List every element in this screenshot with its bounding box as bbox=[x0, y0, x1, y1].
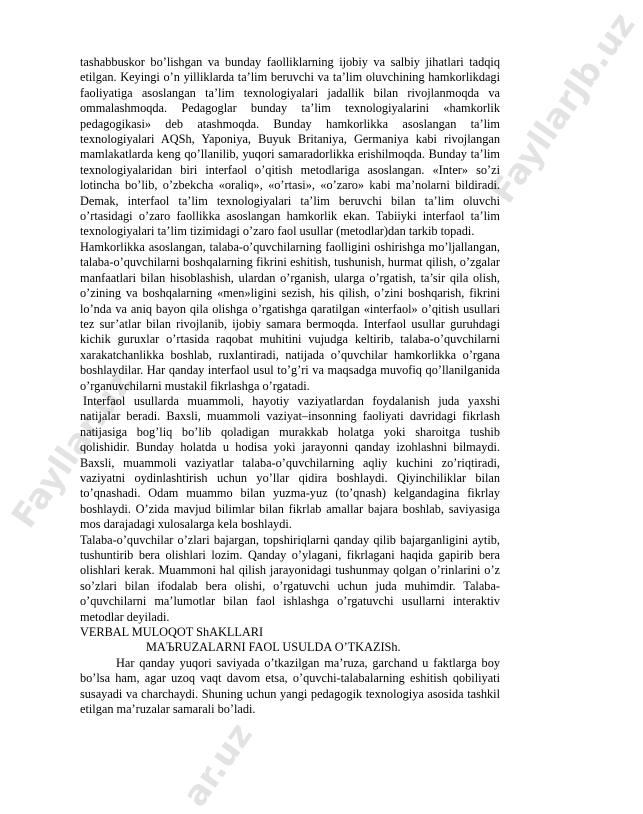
watermark-left: Fayllar.uz bbox=[4, 364, 141, 536]
paragraph-cooperative-learning: Hamkorlikka asoslangan, talaba-o’quvchilarning faolligini oshirishga mo’ljallangan, talaba-o’quvchilarni boshqalarning fikrini eshitish, tushunish, hurmat qilish, o’zgalar manfaatlari bilan hisoblashish, ulardan o’rganish, ularga o’rgatish, ta’sir qila olish, o’zining va boshqalarning «men»ligini sezish, his qilish, o’zini boshqarish, fikrini lo’nda va aniq bayon qila olishga o’rgatishga qaratilgan «interfaol» o’qitish usullari tez sur’atlar bilan rivojlanib, ijobiy samara bermoqda. Interfaol usullar guruhdagi kichik guruxlar o’rtasida raqobat muhitini vujudga keltirib, talaba-o’quvchilarni xarakatchanlikka boshlab, ruxlantiradi, natijada o’quvchilar hamkorlikka o’rgana boshlaydilar. Har qanday interfaol usul to’g’ri va maqsadga muvofiq qo’llanilganida o’rganuvchilarni mustakil fikrlashga o’rgatadi. bbox=[80, 239, 500, 393]
section-subheading: MAЪRUZALARNI FAOL USULDA O’TKAZISh. bbox=[146, 640, 401, 655]
paragraph-interactive-technologies: tashabbuskor bo’lishgan va bunday faolliklarning ijobiy va salbiy jihatlari tadqiq etilgan. Keyingi o’n yilliklarda ta’lim beruvchi va ta’lim oluvchining hamkorlikdagi faoliyatiga asoslangan ta’lim texnologiyalari jadallik bilan rivojlanmoqda va ommalashmoqda. Pedagoglar bunday ta’lim texnologiyalarini «hamkorlik pedagogikasi» deb atashmoqda. Bunday hamkorlikka asoslangan ta’lim texnologiyalari AQSh, Yaponiya, Buyuk Britaniya, Germaniya kabi rivojlangan mamlakatlarda keng qo’llanilib, yuqori samaradorlikka erishilmoqda. Bunday ta’lim texnologiyalaridan biri interfaol o’qitish metodlariga asoslangan. «Inter» so’zi lotincha bo’lib, o’zbekcha «oraliq», «o’rtasi», «o’zaro» kabi ma’nolarni bildiradi. Demak, interfaol ta’lim texnologiyalari ta’lim beruvchi bilan ta’lim oluvchi o’rtasidagi o’zaro faollikka asoslangan hamkorlik ekan. Tabiiyki interfaol ta’lim texnologiyalari ta’lim tizimidagi o’zaro faol usullar (metodlar)dan tarkib topadi. bbox=[80, 55, 500, 239]
paragraph-lectures: Har qanday yuqori saviyada o’tkazilgan ma’ruza, garchand u faktlarga boy bo’lsa ham, agar uzoq vaqt davom etsa, o’quvchi-talabalarning eshitish qobiliyati susayadi va charchaydi. Shuning uchun yangi pedagogik texnologiya asosida tashkil etilgan ma’ruzalar samarali bo’ladi. bbox=[80, 655, 500, 717]
paragraph-problem-situations: Interfaol usullarda muammoli, hayotiy vaziyatlardan foydalanish juda yaxshi natijalar beradi. Baxsli, muammoli vaziyat–insonning faoliyati davridagi fikrlash natijasiga bog’liq bo’lib qoladigan murakkab holatga yoki sharoitga tushib qolishidir. Bunday holatda u hodisa yoki jarayonni qanday izohlashni bilmaydi. Baxsli, muammoli vaziyatlar talaba-o’quvchilarning aqliy kuchini zo’riqtiradi, vaziyatni oydinlashtirish uchun yo’llar qidira boshlaydi. Qiyinchiliklar bilan to’qnashadi. Odam muammo bilan yuzma-yuz (to’qnash) kelgandagina fikrlay boshlaydi. O’zida mavjud bilimlar bilan fikrlab amallar bajara boshlab, saviyasiga mos darajadagi xulosalarga kela boshlaydi. bbox=[80, 393, 500, 532]
paragraph-explaining-tasks: Talaba-o’quvchilar o’zlari bajargan, topshiriqlarni qanday qilib bajarganligini aytib, tushuntirib bera olishlari lozim. Qanday o’ylagani, fikrlagani haqida gapirib bera olishlari kerak. Muammoni hal qilish jarayonidagi tushunmay qolgan o’rinlarini o’z so’zlari bilan ifodalab bera olishi, o’rgatuvchi uchun juda muhimdir. Talaba-o’quvchilarni ma’lumotlar bilan faol ishlashga o’rgatuvchi usullarni interaktiv metodlar deyiladi. bbox=[80, 532, 500, 624]
document-body bbox=[80, 55, 500, 717]
section-heading: VERBAL MULOQOT ShAKLLARI bbox=[80, 625, 264, 640]
watermark-bottom: ar.uz bbox=[175, 715, 261, 814]
watermark-right: FayllarJb.uz bbox=[482, 5, 643, 211]
